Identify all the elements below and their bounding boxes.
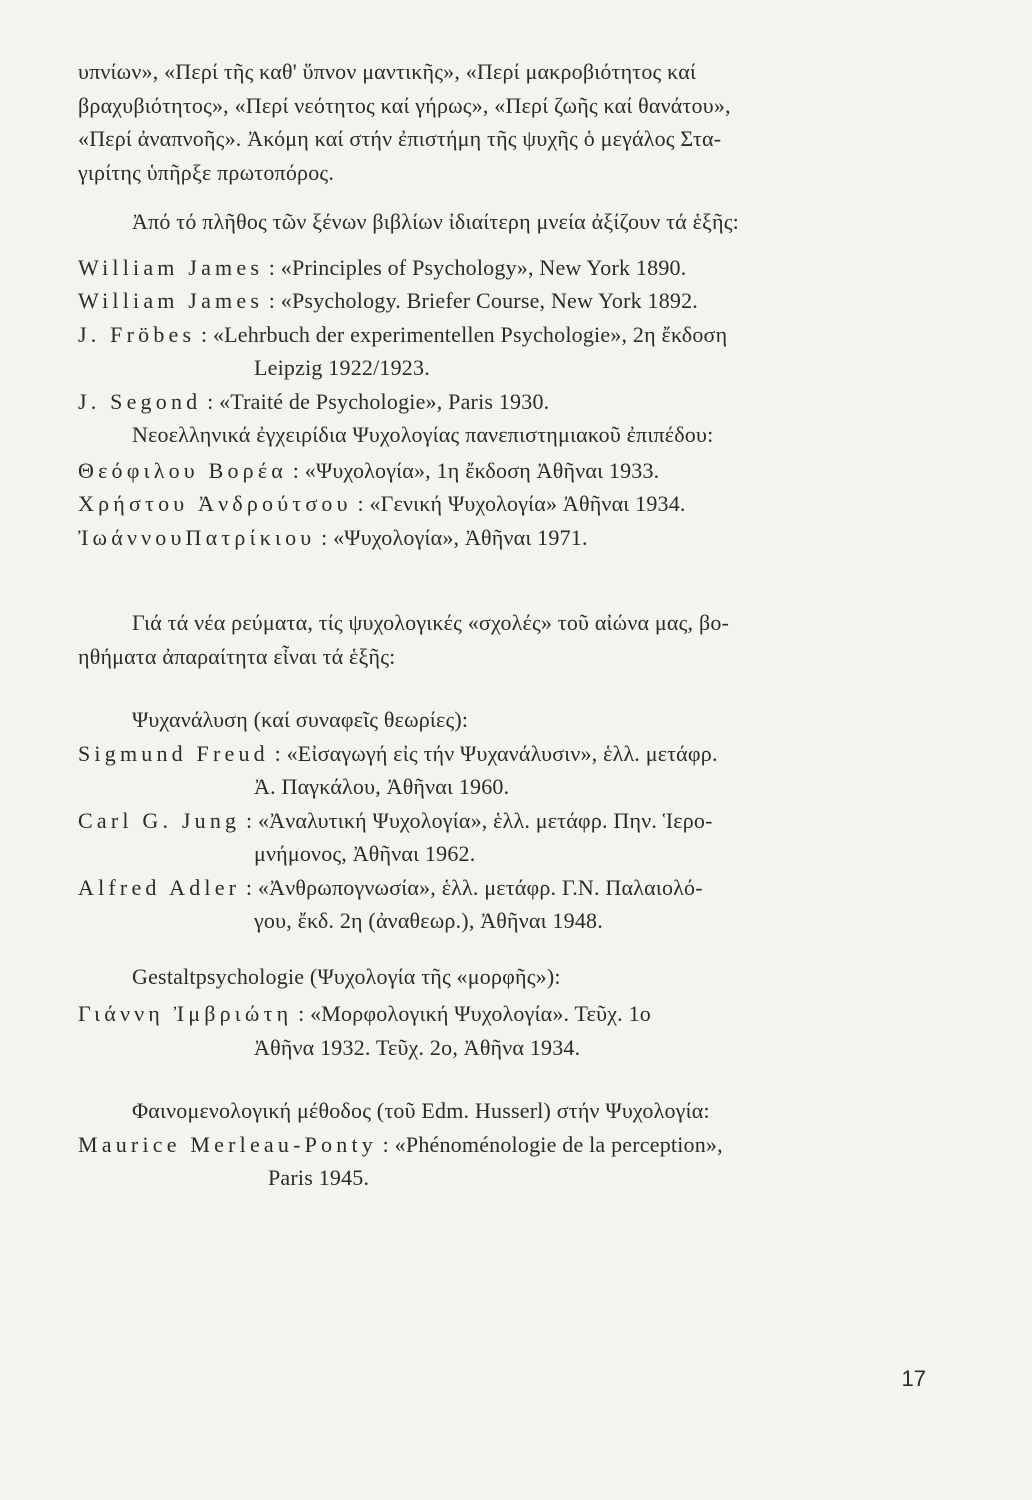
- reference-text: : «Μορφολογική Ψυχολογία». Τεῦχ. 1ο: [298, 1001, 651, 1026]
- reference-text: : «Phénoménologie de la perception»,: [382, 1131, 723, 1157]
- reference-author: William James: [78, 254, 264, 280]
- reference-entry: [78, 1128, 928, 1195]
- greek-books-heading: Νεοελληνικά ἐγχειρίδια Ψυχολογίας πανεπιστημιακοῦ ἐπιπέδου:: [132, 422, 714, 447]
- reference-continuation: Paris 1945.: [268, 1165, 370, 1190]
- gestalt-heading: Gestaltpsychologie (Ψυχολογία τῆς «μορφῆς»):: [132, 963, 561, 989]
- reference-continuation: Ἀ. Παγκάλου, Ἀθῆναι 1960.: [254, 774, 510, 799]
- reference-entry: [78, 521, 928, 555]
- reference-author: William James: [78, 288, 264, 313]
- greek-books-list: [78, 454, 928, 555]
- currents-paragraph: [78, 606, 928, 673]
- reference-entry: [78, 804, 928, 871]
- reference-text: : «Ἀνθρωπογνωσία», ἑλλ. μετάφρ. Γ.Ν. Παλαιολό-: [245, 874, 703, 900]
- psychoanalysis-heading: Ψυχανάλυση (καί συναφεῖς θεωρίες):: [132, 707, 469, 732]
- phenomenology-heading: Φαινομενολογική μέθοδος (τοῦ Edm. Husserl) στήν Ψυχολογία:: [132, 1098, 710, 1123]
- reference-continuation: Leipzig 1922/1923.: [254, 355, 430, 380]
- reference-author: Sigmund Freud: [78, 740, 269, 766]
- page-number: 17: [901, 1366, 926, 1391]
- reference-entry: [78, 385, 928, 419]
- reference-author: Alfred Adler: [78, 874, 241, 900]
- reference-entry: [78, 284, 928, 318]
- foreign-books-heading: Ἀπό τό πλῆθος τῶν ξένων βιβλίων ἰδιαίτερη μνεία ἀξίζουν τά ἑξῆς:: [132, 209, 739, 234]
- reference-author: Γιάννη Ἰμβριώτη: [78, 1001, 293, 1026]
- reference-text: : «Γενική Ψυχολογία» Ἀθῆναι 1934.: [357, 491, 686, 516]
- reference-entry: [78, 454, 928, 488]
- foreign-books-list: [78, 251, 928, 419]
- reference-text: : «Traité de Psychologie», Paris 1930.: [207, 388, 550, 414]
- reference-author: Carl G. Jung: [78, 807, 241, 833]
- reference-author: Maurice Merleau-Ponty: [78, 1131, 377, 1157]
- reference-continuation: Ἀθῆνα 1932. Τεῦχ. 2ο, Ἀθῆνα 1934.: [254, 1034, 581, 1060]
- reference-continuation: γου, ἔκδ. 2η (ἀναθεωρ.), Ἀθῆναι 1948.: [254, 908, 603, 933]
- reference-text: : «Ψυχολογία», 1η ἔκδοση Ἀθῆναι 1933.: [292, 457, 660, 483]
- reference-text: : «Principles of Psychology», New York 1890.: [268, 254, 687, 280]
- text-line: Γιά τά νέα ρεύματα, τίς ψυχολογικές «σχολές» τοῦ αἰώνα μας, βο-: [132, 610, 730, 635]
- gestalt-list: [78, 997, 928, 1064]
- reference-entry: [78, 737, 928, 804]
- reference-entry: [78, 318, 928, 385]
- reference-text: : «Lehrbuch der experimentellen Psychologie», 2η ἔκδοση: [200, 321, 728, 347]
- reference-author: ἸωάννουΠατρίκιου: [78, 524, 316, 550]
- intro-paragraph: [78, 55, 928, 189]
- reference-text: : «Εἰσαγωγή εἰς τήν Ψυχανάλυσιν», ἑλλ. μετάφρ.: [274, 740, 718, 766]
- text-line: ηθήματα ἀπαραίτητα εἶναι τά ἑξῆς:: [78, 643, 396, 669]
- text-line: υπνίων», «Περί τῆς καθ' ὕπνον μαντικῆς», «Περί μακροβιότητος καί: [78, 59, 697, 84]
- psychoanalysis-list: [78, 737, 928, 938]
- phenomenology-list: [78, 1128, 928, 1195]
- reference-text: : «Ἀναλυτική Ψυχολογία», ἑλλ. μετάφρ. Πην. Ἱερο-: [245, 807, 713, 833]
- reference-entry: [78, 487, 928, 521]
- reference-entry: [78, 251, 928, 285]
- reference-entry: [78, 997, 928, 1064]
- reference-author: Θεόφιλου Βορέα: [78, 457, 288, 483]
- reference-author: Χρήστου Ἀνδρούτσου: [78, 491, 352, 516]
- reference-text: : «Psychology. Briefer Course, New York 1892.: [268, 288, 698, 313]
- text-line: γιρίτης ὑπῆρξε πρωτοπόρος.: [78, 159, 335, 185]
- text-line: βραχυβιότητος», «Περί νεότητος καί γήρως», «Περί ζωῆς καί θανάτου»,: [78, 92, 731, 118]
- reference-text: : «Ψυχολογία», Ἀθῆναι 1971.: [321, 524, 588, 550]
- reference-author: J. Fröbes: [78, 321, 196, 347]
- reference-author: J. Segond: [78, 388, 202, 414]
- reference-continuation: μνήμονος, Ἀθῆναι 1962.: [254, 841, 476, 866]
- page-text: [78, 55, 928, 1195]
- text-line: «Περί ἀναπνοῆς». Ἀκόμη καί στήν ἐπιστήμη τῆς ψυχῆς ὁ μεγάλος Στα-: [78, 126, 722, 151]
- reference-entry: [78, 871, 928, 938]
